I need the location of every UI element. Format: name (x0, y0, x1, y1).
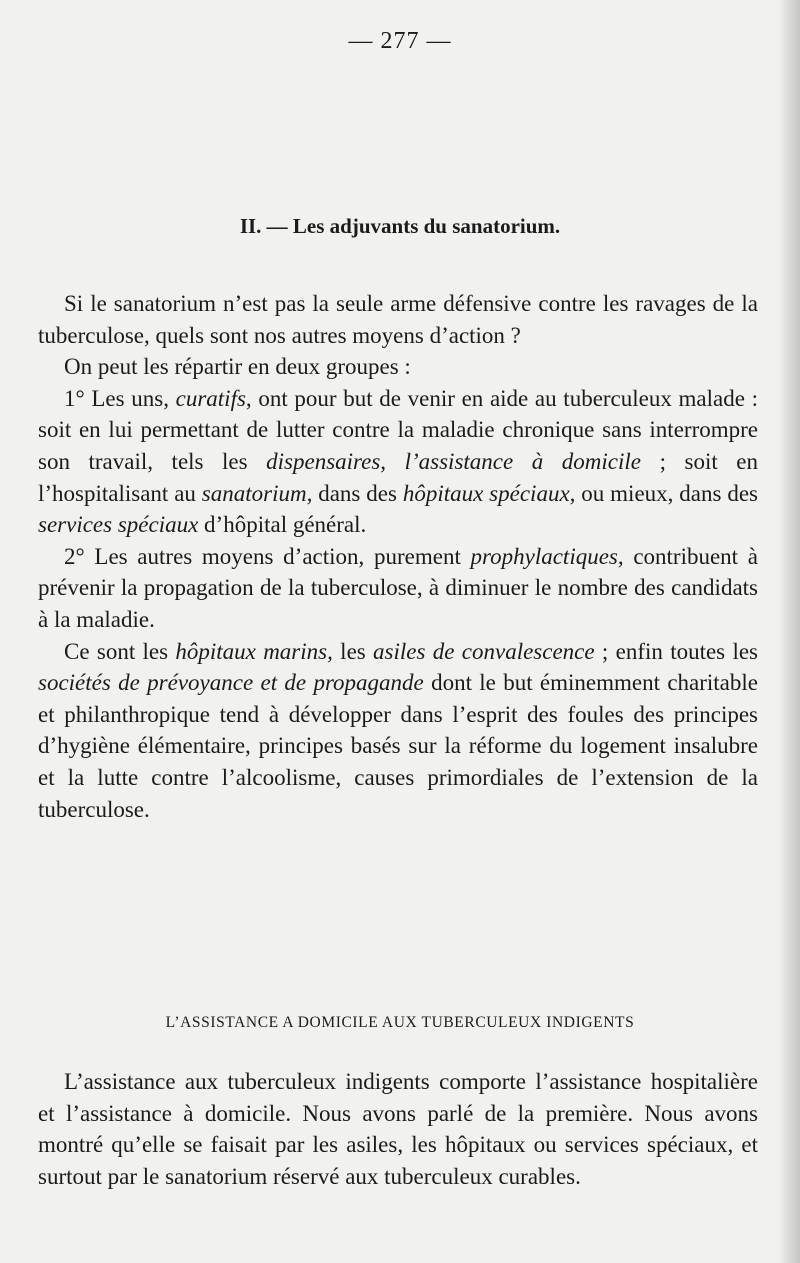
section-heading: II. — Les adjuvants du sanatorium. (239, 214, 561, 238)
text-run: les (332, 638, 374, 664)
text-run: dans des (312, 480, 403, 506)
subsection-body (38, 1066, 758, 1192)
paragraph-2: On peut les répartir en deux groupes : (64, 354, 411, 380)
italic-term: sociétés de prévoyance et de propagande (38, 670, 424, 696)
paragraph-4 (38, 541, 758, 636)
text-run: dont le but éminemment charitable et philanthropique tend à développer dans l’esprit des foules des principes d’hygiène élémentaire, principes basés sur la réforme du logement insalubre et la lutte contre l’alcoolisme, causes primordiales de l’extension de la tuberculose. (38, 670, 758, 822)
italic-term: services spéciaux (38, 512, 199, 538)
subsection-heading: L’ASSISTANCE A DOMICILE AUX TUBERCULEUX INDIGENTS (165, 1014, 635, 1031)
text-run: ; soit en l’hospitalisant au (38, 448, 758, 506)
text-run: d’hôpital général. (198, 512, 367, 538)
page-edge-shadow (778, 0, 800, 1263)
paragraph-3 (38, 383, 758, 541)
italic-term: hôpitaux marins, (175, 638, 333, 664)
paragraph-5 (38, 636, 758, 826)
text-run: ou mieux, dans des (575, 480, 758, 506)
italic-term: hôpitaux spéciaux, (402, 480, 576, 506)
paragraph-6: L’assistance aux tuberculeux indigents comporte l’assistance hospitalière et l’assistance à domicile. Nous avons parlé de la première. Nous avons montré qu’elle se faisait par les asiles, les hôpitaux ou services spéciaux, et surtout par le sanatorium réservé aux tuberculeux curables. (38, 1069, 758, 1189)
text-run: 1° Les uns, (64, 385, 176, 411)
page-number: — 277 — (348, 28, 452, 54)
italic-term: sanatorium, (201, 480, 313, 506)
italic-term: asiles de convalescence (373, 638, 595, 664)
italic-term: dispensaires, l’assistance à domicile (266, 448, 642, 474)
italic-term: curatifs (175, 385, 246, 411)
text-run: contribuent à prévenir la propagation de la tuberculose, à diminuer le nombre des candidats à la maladie. (38, 543, 758, 632)
text-run: 2° Les autres moyens d’action, purement (64, 543, 471, 569)
text-run: , ont pour but de venir en aide au tuberculeux malade : soit en lui permettant de lutter contre la maladie chronique sans interrompre son travail, tels les (38, 385, 759, 474)
section-body (38, 288, 758, 825)
paragraph-1: Si le sanatorium n’est pas la seule arme défensive contre les ravages de la tuberculose, quels sont nos autres moyens d’action ? (38, 291, 758, 348)
italic-term: prophylactiques, (470, 543, 624, 569)
text-run: ; enfin toutes les (594, 638, 758, 664)
text-run: Ce sont les (64, 638, 176, 664)
